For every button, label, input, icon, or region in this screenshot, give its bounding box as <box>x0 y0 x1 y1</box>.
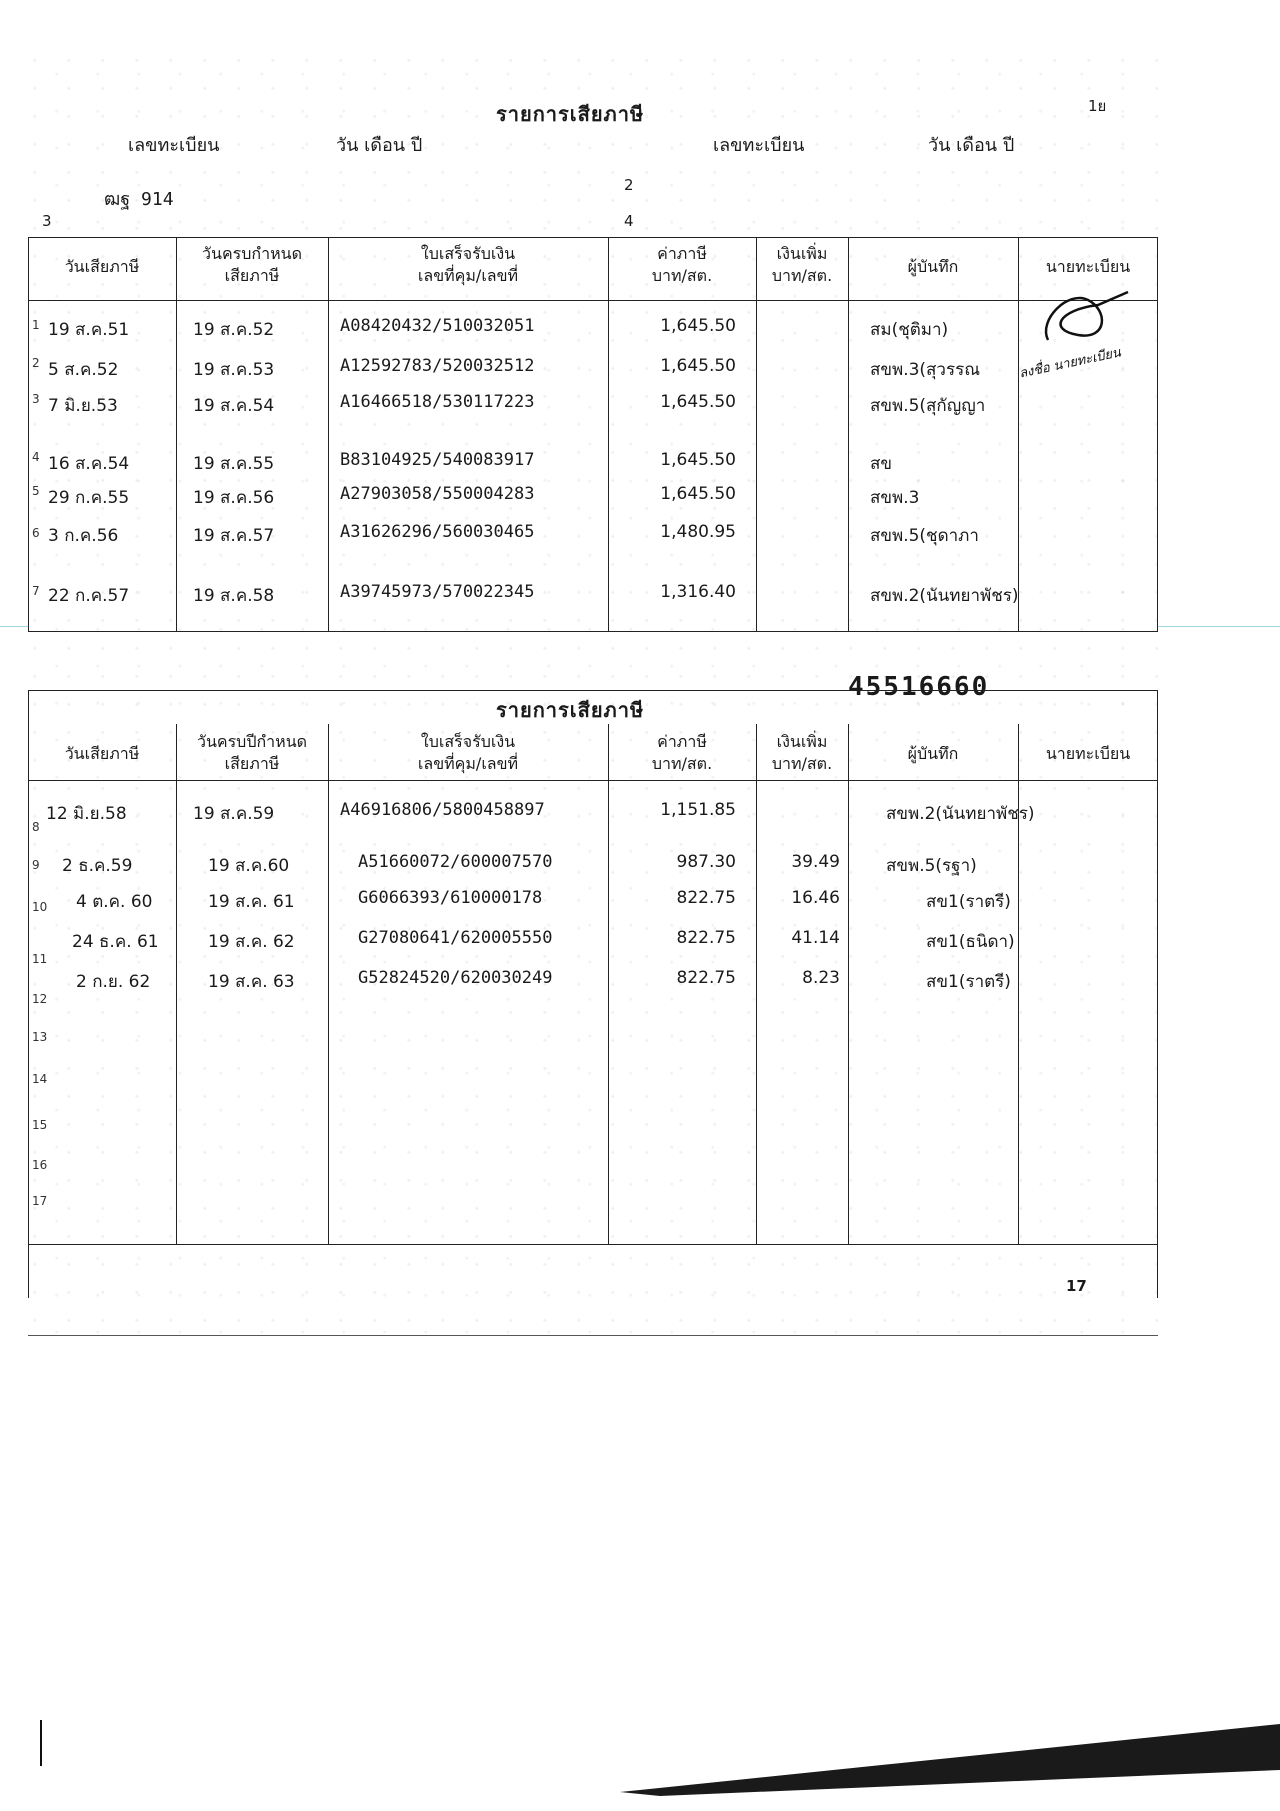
col-divider <box>848 724 849 1244</box>
cell-surcharge: 8.23 <box>802 968 840 988</box>
cell-tax: 822.75 <box>676 968 736 988</box>
cell-receipt: G27080641/620005550 <box>358 928 553 948</box>
cell-date-paid: 3 ก.ค.56 <box>48 526 119 546</box>
cell-recorder: สข1(ราตรี) <box>926 972 1011 992</box>
sheet-bottom-edge <box>28 1335 1158 1336</box>
cell-due-date: 19 ส.ค. 61 <box>208 892 295 912</box>
header-due-1: วันครบปีกำหนด <box>196 732 308 751</box>
bottom-table-end <box>28 1244 1158 1245</box>
bottom-header-divider <box>28 780 1158 781</box>
date-label-1: วัน เดือน ปี <box>336 135 423 156</box>
cell-date-paid: 4 ต.ค. 60 <box>76 892 153 912</box>
cell-recorder: สขพ.3(สุวรรณ <box>870 360 981 380</box>
row-number: 11 <box>32 952 48 966</box>
header-tax-2: บาท/สต. <box>651 266 713 285</box>
header-due-2: เสียภาษี <box>224 754 280 773</box>
cell-date-paid: 5 ส.ค.52 <box>48 360 119 380</box>
cell-tax: 1,480.95 <box>660 522 736 542</box>
top-tax-table <box>28 237 1158 632</box>
cell-recorder: สขพ.3 <box>870 488 920 508</box>
cell-tax: 822.75 <box>676 888 736 908</box>
cell-date-paid: 24 ธ.ค. 61 <box>72 932 159 952</box>
empty-row-number: 14 <box>32 1072 48 1086</box>
top-page-mark: 1ย <box>1088 97 1107 115</box>
cell-receipt: G52824520/620030249 <box>358 968 553 988</box>
cell-recorder: สขพ.5(ชุดาภา <box>870 526 979 546</box>
row-number: 7 <box>32 584 40 598</box>
top-header-divider <box>28 300 1158 301</box>
col-divider <box>328 237 329 632</box>
cell-date-paid: 29 ก.ค.55 <box>48 488 130 508</box>
cell-due-date: 19 ส.ค.52 <box>193 320 275 340</box>
cell-date-paid: 2 ธ.ค.59 <box>62 856 133 876</box>
row-number: 6 <box>32 526 40 540</box>
cell-recorder: สขพ.2(นันทยาพัชร) <box>870 586 1019 606</box>
cell-date-paid: 16 ส.ค.54 <box>48 454 130 474</box>
cell-due-date: 19 ส.ค.55 <box>193 454 275 474</box>
row-number: 4 <box>32 450 40 464</box>
cell-tax: 1,316.40 <box>660 582 736 602</box>
cell-due-date: 19 ส.ค.58 <box>193 586 275 606</box>
cell-tax: 1,645.50 <box>660 484 736 504</box>
date-label-2: วัน เดือน ปี <box>928 135 1015 156</box>
cell-surcharge: 41.14 <box>791 928 840 948</box>
cell-date-paid: 2 ก.ย. 62 <box>76 972 151 992</box>
col-divider <box>848 237 849 632</box>
row-number: 1 <box>32 318 40 332</box>
cell-tax: 1,645.50 <box>660 450 736 470</box>
header-receipt-1: ใบเสร็จรับเงิน <box>420 732 516 751</box>
cell-receipt: G6066393/610000178 <box>358 888 543 908</box>
header-date-paid: วันเสียภาษี <box>64 744 140 763</box>
header-registrar: นายทะเบียน <box>1045 744 1131 763</box>
col-divider <box>328 724 329 1244</box>
row-number: 10 <box>32 900 48 914</box>
cell-due-date: 19 ส.ค.57 <box>193 526 275 546</box>
cell-recorder: สขพ.5(รฐา) <box>886 856 977 876</box>
cell-receipt: A12592783/520032512 <box>340 356 535 376</box>
empty-row-number: 13 <box>32 1030 48 1044</box>
col-divider <box>756 237 757 632</box>
cell-due-date: 19 ส.ค. 63 <box>208 972 295 992</box>
document-page <box>28 52 1158 1337</box>
cell-tax: 1,645.50 <box>660 316 736 336</box>
header-tax-2: บาท/สต. <box>651 754 713 773</box>
cell-tax: 1,645.50 <box>660 392 736 412</box>
cell-recorder: สขพ.5(สุกัญญา <box>870 396 986 416</box>
header-surcharge-2: บาท/สต. <box>771 754 833 773</box>
cell-receipt: A08420432/510032051 <box>340 316 535 336</box>
header-recorder: ผู้บันทึก <box>907 257 959 276</box>
cell-due-date: 19 ส.ค.59 <box>193 804 275 824</box>
cell-date-paid: 7 มิ.ย.53 <box>48 396 118 416</box>
header-due-2: เสียภาษี <box>224 266 280 285</box>
cell-date-paid: 12 มิ.ย.58 <box>46 804 127 824</box>
col-divider <box>176 237 177 632</box>
header-surcharge-1: เงินเพิ่ม <box>776 732 828 751</box>
cell-tax: 822.75 <box>676 928 736 948</box>
slot-2: 2 <box>624 176 634 194</box>
header-receipt-2: เลขที่คุม/เลขที่ <box>417 754 519 773</box>
cell-receipt: A51660072/600007570 <box>358 852 553 872</box>
cell-due-date: 19 ส.ค.53 <box>193 360 275 380</box>
header-tax-1: ค่าภาษี <box>657 732 707 751</box>
row-number: 8 <box>32 820 40 834</box>
cell-surcharge: 39.49 <box>791 852 840 872</box>
cell-date-paid: 19 ส.ค.51 <box>48 320 130 340</box>
cell-date-paid: 22 ก.ค.57 <box>48 586 130 606</box>
header-date-paid: วันเสียภาษี <box>64 257 140 276</box>
col-divider <box>1018 237 1019 632</box>
plate-number: ฒฐ 914 <box>104 189 174 210</box>
cell-due-date: 19 ส.ค.54 <box>193 396 275 416</box>
page-number: 17 <box>1066 1277 1087 1295</box>
cell-due-date: 19 ส.ค.56 <box>193 488 275 508</box>
header-receipt-2: เลขที่คุม/เลขที่ <box>417 266 519 285</box>
cell-receipt: A27903058/550004283 <box>340 484 535 504</box>
slot-4: 4 <box>624 212 634 230</box>
cell-receipt: B83104925/540083917 <box>340 450 535 470</box>
header-surcharge-1: เงินเพิ่ม <box>776 244 828 263</box>
col-divider <box>176 724 177 1244</box>
cell-tax: 1,645.50 <box>660 356 736 376</box>
cell-due-date: 19 ส.ค. 62 <box>208 932 295 952</box>
header-surcharge-2: บาท/สต. <box>771 266 833 285</box>
cell-receipt: A39745973/570022345 <box>340 582 535 602</box>
empty-row-number: 17 <box>32 1194 48 1208</box>
bottom-sheet-title: รายการเสียภาษี <box>496 698 645 722</box>
header-tax-1: ค่าภาษี <box>657 244 707 263</box>
header-registrar: นายทะเบียน <box>1045 257 1131 276</box>
row-number: 9 <box>32 858 40 872</box>
cell-recorder: สขพ.2(นันทยาพัชร) <box>886 804 1035 824</box>
row-number: 5 <box>32 484 40 498</box>
cell-recorder: สข1(ราตรี) <box>926 892 1011 912</box>
header-receipt-1: ใบเสร็จรับเงิน <box>420 244 516 263</box>
row-number: 12 <box>32 992 48 1006</box>
stamp-number: 45516660 <box>848 672 990 702</box>
cell-tax: 987.30 <box>676 852 736 872</box>
col-divider <box>608 237 609 632</box>
cell-receipt: A31626296/560030465 <box>340 522 535 542</box>
row-number: 3 <box>32 392 40 406</box>
row-number: 2 <box>32 356 40 370</box>
reg-label-2: เลขทะเบียน <box>713 135 805 156</box>
cell-recorder: สม(ชุติมา) <box>870 320 949 340</box>
cell-receipt: A46916806/5800458897 <box>340 800 545 820</box>
cell-receipt: A16466518/530117223 <box>340 392 535 412</box>
slot-3: 3 <box>42 212 52 230</box>
reg-label-1: เลขทะเบียน <box>128 135 220 156</box>
cell-recorder: สข1(ธนิดา) <box>926 932 1015 952</box>
cell-tax: 1,151.85 <box>660 800 736 820</box>
registrar-signature-text: ลงชื่อ นายทะเบียน <box>1017 345 1123 382</box>
header-recorder: ผู้บันทึก <box>907 744 959 763</box>
scan-artifact-line <box>40 1720 42 1766</box>
empty-row-number: 15 <box>32 1118 48 1132</box>
header-due-1: วันครบกำหนด <box>202 244 302 263</box>
cell-surcharge: 16.46 <box>791 888 840 908</box>
scan-artifact-shadow <box>620 1700 1280 1811</box>
cell-due-date: 19 ส.ค.60 <box>208 856 290 876</box>
empty-row-number: 16 <box>32 1158 48 1172</box>
cell-recorder: สข <box>870 454 892 474</box>
top-sheet-title: รายการเสียภาษี <box>496 102 645 126</box>
